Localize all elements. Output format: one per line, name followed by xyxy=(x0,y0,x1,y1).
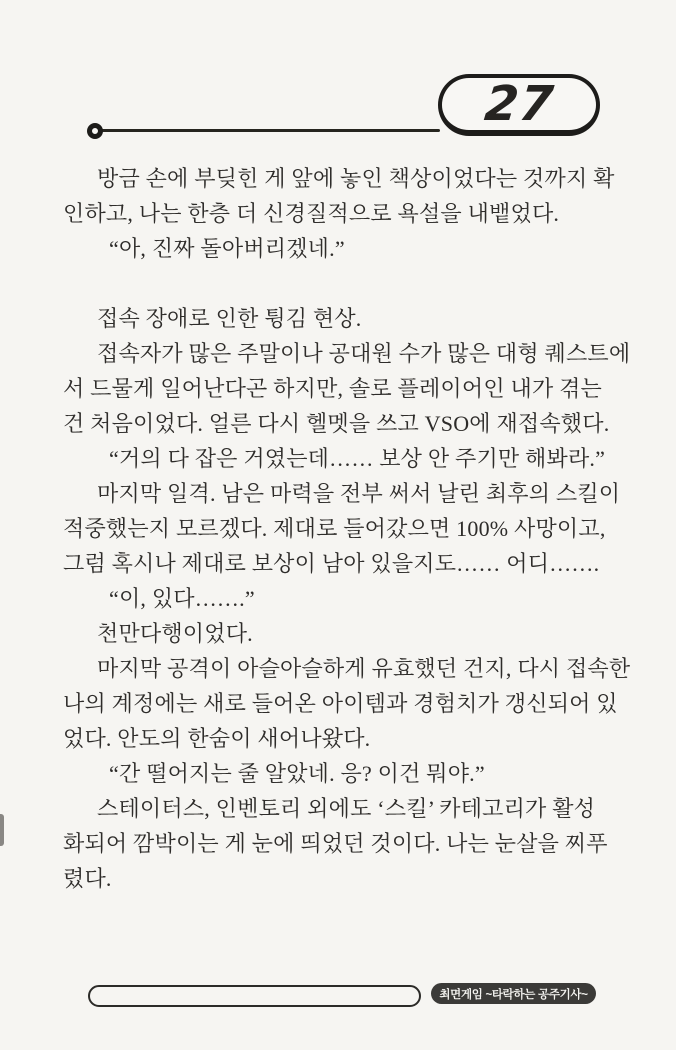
body-line: “이, 있다…….” xyxy=(109,586,255,611)
body-line: 렸다. xyxy=(63,866,112,891)
body-line: 스테이터스, 인벤토리 외에도 ‘스킬’ 카테고리가 활성 xyxy=(97,796,596,821)
footer-series-badge xyxy=(431,983,596,1004)
body-line: 마지막 공격이 아슬아슬하게 유효했던 건지, 다시 접속한 xyxy=(97,656,631,681)
header-divider-line xyxy=(101,129,440,132)
body-line: 방금 손에 부딪힌 게 앞에 놓인 책상이었다는 것까지 확 xyxy=(97,166,615,191)
body-line: 서 드물게 일어난다곤 하지만, 솔로 플레이어인 내가 겪는 xyxy=(63,376,602,401)
page-number: 27 xyxy=(481,76,557,132)
body-line: 마지막 일격. 남은 마력을 전부 써서 날린 최후의 스킬이 xyxy=(97,481,621,506)
body-line: “거의 다 잡은 거였는데…… 보상 안 주기만 해봐라.” xyxy=(109,446,606,471)
footer-series-label: 최면게임 ~타락하는 공주기사~ xyxy=(439,988,588,1001)
body-line: “간 떨어지는 줄 알았네. 응? 이건 뭐야.” xyxy=(109,761,485,786)
body-text xyxy=(63,161,631,896)
footer-title-box xyxy=(88,985,421,1007)
body-line: 적중했는지 모르겠다. 제대로 들어갔으면 100% 사망이고, xyxy=(63,516,606,541)
body-line: 화되어 깜박이는 게 눈에 띄었던 것이다. 나는 눈살을 찌푸 xyxy=(63,831,608,856)
body-line: 천만다행이었다. xyxy=(97,621,253,646)
page-number-badge xyxy=(438,74,600,136)
body-line: 건 처음이었다. 얼른 다시 헬멧을 쓰고 VSO에 재접속했다. xyxy=(63,411,610,436)
body-line: 나의 계정에는 새로 들어온 아이템과 경험치가 갱신되어 있 xyxy=(63,691,618,716)
body-line: 그럼 혹시나 제대로 보상이 남아 있을지도…… 어디……. xyxy=(63,551,600,576)
body-line: 인하고, 나는 한층 더 신경질적으로 욕설을 내뱉었다. xyxy=(63,201,560,226)
body-line: 접속자가 많은 주말이나 공대원 수가 많은 대형 퀘스트에 xyxy=(97,341,631,366)
body-line: 접속 장애로 인한 튕김 현상. xyxy=(97,306,362,331)
body-line: 었다. 안도의 한숨이 새어나왔다. xyxy=(63,726,371,751)
body-line: “아, 진짜 돌아버리겠네.” xyxy=(109,236,345,261)
body-line-blank xyxy=(63,266,619,301)
header-divider-ring-icon xyxy=(87,123,103,139)
scan-smudge xyxy=(0,814,4,846)
